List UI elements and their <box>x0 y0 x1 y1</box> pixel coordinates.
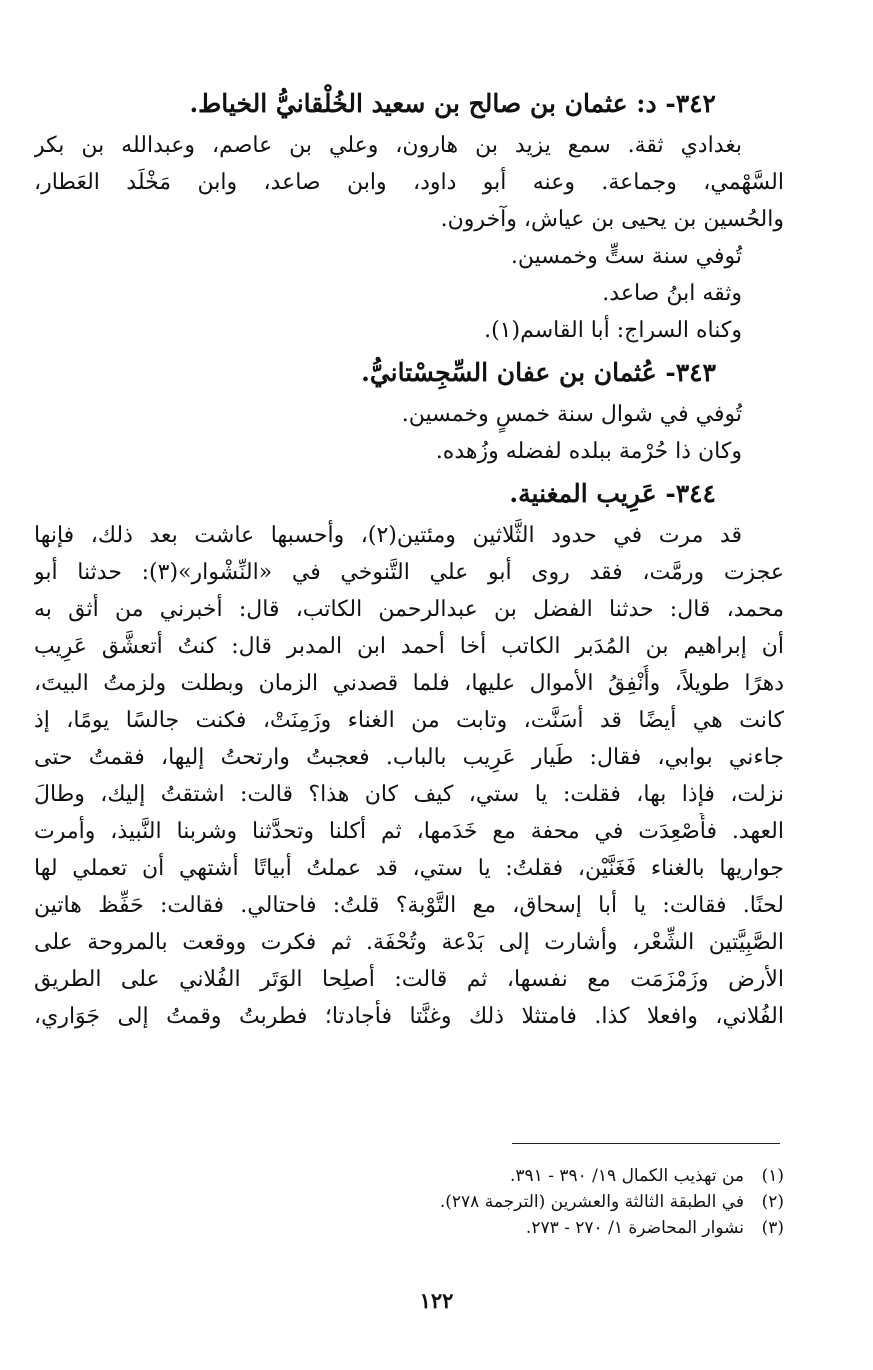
text-line: الصَّبِيَّتين الشِّعْر، وأشارت إلى بَدْعة وتُحْفَة. ثم فكرت ووقعت بالمروحة على <box>34 930 784 955</box>
entry-heading: ٣٤٤- عَرِيب المغنية. <box>509 479 716 508</box>
text-line: كانت هي أيضًا قد أسَنَّت، وتابت من الغناء وزَمِنَتْ، فكنت جالسًا يومًا، إذ <box>34 708 784 733</box>
footnote <box>200 1215 784 1241</box>
footnote-text: نشوار المحاضرة ١/ ٢٧٠ - ٢٧٣. <box>525 1218 744 1238</box>
text-line: السَّهْمي، وجماعة. وعنه أبو داود، وابن صاعد، وابن مَخْلَد العَطار، <box>34 170 784 195</box>
text-line: جاءني بوابي، فقال: طَيار عَرِيب بالباب. فعجبتُ وارتحتُ إليها، فقمتُ حتى <box>34 745 784 770</box>
footnote-text: في الطبقة الثالثة والعشرين (الترجمة ٢٧٨). <box>439 1192 744 1212</box>
text-line: نزلت، فإذا بها، فقلت: يا ستي، كيف كان هذا؟ قالت: اشتقتُ إليك، وطالَ <box>34 782 784 807</box>
text-line: وثقه ابنُ صاعد. <box>602 281 742 306</box>
entry-heading: ٣٤٢- د: عثمان بن صالح بن سعيد الخُلْقانيُّ الخياط. <box>189 89 716 118</box>
footnote-number: (٢) <box>761 1192 784 1212</box>
text-line: تُوفي سنة ستٍّ وخمسين. <box>510 244 742 269</box>
footnote-text: من تهذيب الكمال ١٩/ ٣٩٠ - ٣٩١. <box>509 1166 744 1186</box>
text-line: الفُلاني، وافعلا كذا. فامتثلا ذلك وغنَّتا فأجادتا؛ فطربتُ وقمتُ إلى جَوَاري، <box>34 1004 784 1029</box>
footnote-divider <box>512 1143 780 1144</box>
text-line: محمد، قال: حدثنا الفضل بن عبدالرحمن الكاتب، قال: أخبرني من أثق به <box>34 597 784 622</box>
page-number: ١٢٢ <box>419 1288 454 1313</box>
text-line: وكناه السراج: أبا القاسم(١). <box>484 318 742 343</box>
footnote <box>200 1163 784 1189</box>
footnote-number: (١) <box>761 1166 784 1186</box>
text-line: بغدادي ثقة. سمع يزيد بن هارون، وعلي بن عاصم، وعبدالله بن بكر <box>34 133 742 158</box>
text-line: أن إبراهيم بن المُدَبر الكاتب أخا أحمد ابن المدبر قال: كنتُ أتعشَّق عَرِيب <box>34 634 784 659</box>
text-line: جواريها بالغناء فَغَنَّيْن، فقلتُ: يا ستي، قد عملتُ أبياتًا أشتهي أن تعملي لها <box>34 856 784 881</box>
text-line: الأرض وزَمْزَمَت مع نفسها، ثم قالت: أصلِحا الوَتَر الفُلاني على الطريق <box>34 967 784 992</box>
text-line: عجزت ورمَّت، فقد روى أبو علي التَّنوخي في «النِّشْوار»(٣): حدثنا أبو <box>34 560 784 585</box>
footnote-number: (٣) <box>761 1218 784 1238</box>
footnote <box>200 1189 784 1215</box>
text-line: تُوفي في شوال سنة خمسٍ وخمسين. <box>401 402 742 427</box>
text-line: وكان ذا حُرْمة ببلده لفضله وزُهده. <box>435 439 742 464</box>
footnotes <box>200 1163 784 1241</box>
text-line: دهرًا طويلاً، وأُنْفِقُ الأموال عليها، فلما قصدني الزمان وبطلت ولزمتُ البيتَ، <box>34 671 784 696</box>
entry-heading: ٣٤٣- عُثمان بن عفان السِّجِسْتانيُّ. <box>361 358 716 387</box>
text-line: قد مرت في حدود الثَّلاثين ومئتين(٢)، وأحسبها عاشت بعد ذلك، فإنها <box>34 523 742 548</box>
text-line: والحُسين بن يحيى بن عياش، وآخرون. <box>440 207 784 232</box>
text-line: العهد. فأُصْعِدَت في محفة مع خَدَمها، ثم أكلنا وتحدَّثنا وشربنا النَّبيذ، وأمرت <box>34 819 784 844</box>
text-line: لحنًا. فقالت: يا أبا إسحاق، مع التَّوْبة؟ قلتُ: فاحتالي. فقالت: حَفِّظ هاتين <box>34 893 784 918</box>
main-text <box>34 80 784 1035</box>
